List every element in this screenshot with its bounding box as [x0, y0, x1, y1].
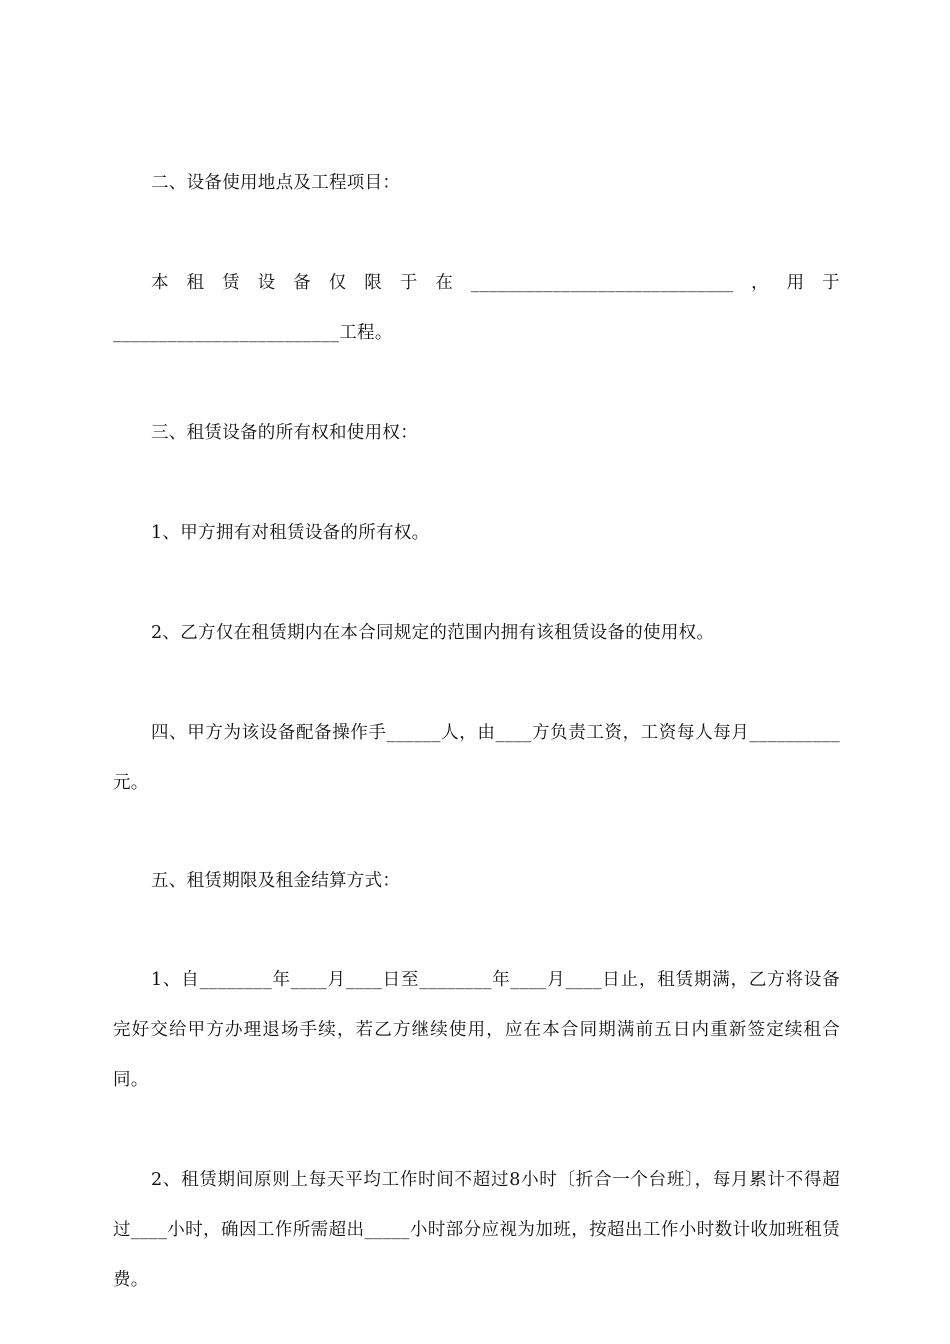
section-operator-clause: 四、甲方为该设备配备操作手______人，由____方负责工资，工资每人每月__________元。	[113, 722, 840, 793]
section-heading-term: 五、租赁期限及租金结算方式：	[151, 870, 401, 891]
paragraph-ownership-1: 1、甲方拥有对租赁设备的所有权。	[151, 522, 430, 543]
paragraph-location-clause: 本租赁设备仅限于在_____________________________，用于_________________________工程。	[113, 272, 840, 343]
paragraph-ownership-2: 2、乙方仅在租赁期内在本合同规定的范围内拥有该租赁设备的使用权。	[151, 622, 715, 643]
section-heading-ownership: 三、租赁设备的所有权和使用权：	[151, 422, 418, 443]
paragraph-term-2: 2、租赁期间原则上每天平均工作时间不超过8小时〔折合一个台班〕，每月累计不得超过____小时，确因工作所需超出_____小时部分应视为加班，按超出工作小时数计收加班租赁费。	[113, 1169, 840, 1290]
paragraph-term-1: 1、自________年____月____日至________年____月____日止，租赁期满，乙方将设备完好交给甲方办理退场手续，若乙方继续使用，应在本合同期满前五日内重新签定续租合同。	[113, 969, 840, 1090]
section-heading-location: 二、设备使用地点及工程项目：	[151, 172, 401, 193]
